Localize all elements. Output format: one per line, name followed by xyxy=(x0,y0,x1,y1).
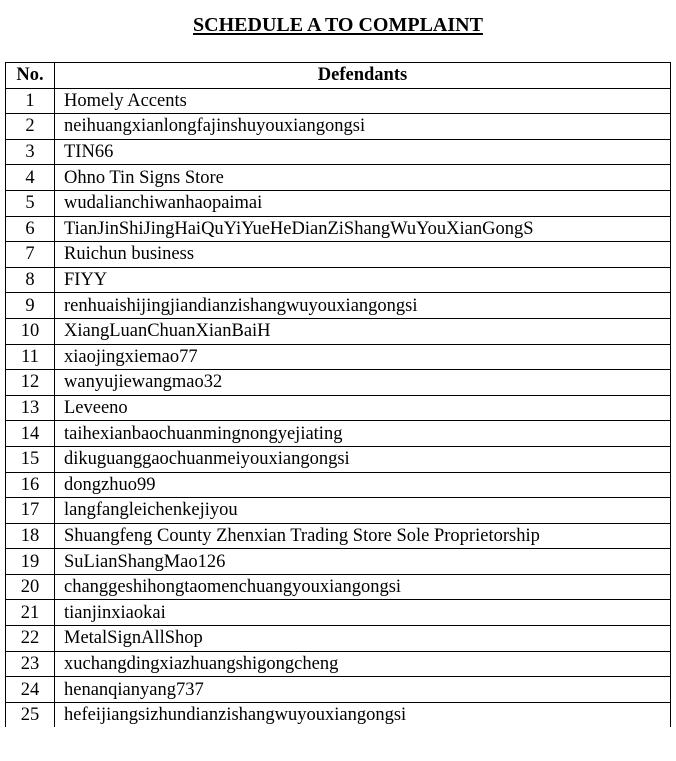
row-number: 10 xyxy=(6,318,55,344)
table-row xyxy=(6,702,671,727)
defendant-name: hefeijiangsizhundianzishangwuyouxiangongsi xyxy=(55,702,671,727)
defendant-name: TIN66 xyxy=(55,139,671,165)
row-number: 12 xyxy=(6,370,55,396)
row-number: 16 xyxy=(6,472,55,498)
row-number: 7 xyxy=(6,242,55,268)
table-row xyxy=(6,267,671,293)
row-number: 8 xyxy=(6,267,55,293)
row-number: 15 xyxy=(6,446,55,472)
table-row xyxy=(6,370,671,396)
table-row xyxy=(6,600,671,626)
document-title xyxy=(0,14,676,37)
table-row xyxy=(6,626,671,652)
defendant-name: taihexianbaochuanmingnongyejiating xyxy=(55,421,671,447)
defendant-name: dikuguanggaochuanmeiyouxiangongsi xyxy=(55,446,671,472)
defendant-name: xuchangdingxiazhuangshigongcheng xyxy=(55,651,671,677)
table-row xyxy=(6,421,671,447)
document-title-text: SCHEDULE A TO COMPLAINT xyxy=(193,14,483,36)
table-row xyxy=(6,498,671,524)
defendant-name: dongzhuo99 xyxy=(55,472,671,498)
row-number: 3 xyxy=(6,139,55,165)
defendant-name: xiaojingxiemao77 xyxy=(55,344,671,370)
defendant-name: Ruichun business xyxy=(55,242,671,268)
defendant-name: neihuangxianlongfajinshuyouxiangongsi xyxy=(55,114,671,140)
row-number: 9 xyxy=(6,293,55,319)
row-number: 25 xyxy=(6,702,55,727)
defendant-name: wudalianchiwanhaopaimai xyxy=(55,190,671,216)
defendant-name: Shuangfeng County Zhenxian Trading Store Sole Proprietorship xyxy=(55,523,671,549)
table-body xyxy=(6,88,671,727)
table-row xyxy=(6,88,671,114)
row-number: 5 xyxy=(6,190,55,216)
table-row xyxy=(6,523,671,549)
row-number: 2 xyxy=(6,114,55,140)
header-no: No. xyxy=(6,63,55,89)
row-number: 6 xyxy=(6,216,55,242)
row-number: 18 xyxy=(6,523,55,549)
defendant-name: FIYY xyxy=(55,267,671,293)
header-defendants: Defendants xyxy=(55,63,671,89)
table-row xyxy=(6,472,671,498)
row-number: 14 xyxy=(6,421,55,447)
table-row xyxy=(6,395,671,421)
table-row xyxy=(6,549,671,575)
defendant-name: TianJinShiJingHaiQuYiYueHeDianZiShangWuYouXianGongS xyxy=(55,216,671,242)
defendant-name: renhuaishijingjiandianzishangwuyouxiangongsi xyxy=(55,293,671,319)
table-row xyxy=(6,446,671,472)
defendant-name: Ohno Tin Signs Store xyxy=(55,165,671,191)
row-number: 22 xyxy=(6,626,55,652)
row-number: 17 xyxy=(6,498,55,524)
table-row xyxy=(6,651,671,677)
defendant-name: changgeshihongtaomenchuangyouxiangongsi xyxy=(55,574,671,600)
table-row xyxy=(6,293,671,319)
table-row xyxy=(6,318,671,344)
defendant-name: henanqianyang737 xyxy=(55,677,671,703)
row-number: 23 xyxy=(6,651,55,677)
table-row xyxy=(6,216,671,242)
defendant-name: MetalSignAllShop xyxy=(55,626,671,652)
table-row xyxy=(6,139,671,165)
row-number: 4 xyxy=(6,165,55,191)
table-row xyxy=(6,114,671,140)
table-row xyxy=(6,574,671,600)
defendant-name: Homely Accents xyxy=(55,88,671,114)
defendant-name: wanyujiewangmao32 xyxy=(55,370,671,396)
table-row xyxy=(6,165,671,191)
row-number: 20 xyxy=(6,574,55,600)
row-number: 21 xyxy=(6,600,55,626)
row-number: 13 xyxy=(6,395,55,421)
defendants-table xyxy=(5,62,671,727)
row-number: 19 xyxy=(6,549,55,575)
defendant-name: SuLianShangMao126 xyxy=(55,549,671,575)
table-row xyxy=(6,677,671,703)
defendant-name: langfangleichenkejiyou xyxy=(55,498,671,524)
defendant-name: tianjinxiaokai xyxy=(55,600,671,626)
table-row xyxy=(6,344,671,370)
table-header-row xyxy=(6,63,671,89)
table-row xyxy=(6,190,671,216)
defendant-name: XiangLuanChuanXianBaiH xyxy=(55,318,671,344)
defendant-name: Leveeno xyxy=(55,395,671,421)
row-number: 24 xyxy=(6,677,55,703)
row-number: 1 xyxy=(6,88,55,114)
row-number: 11 xyxy=(6,344,55,370)
table-row xyxy=(6,242,671,268)
